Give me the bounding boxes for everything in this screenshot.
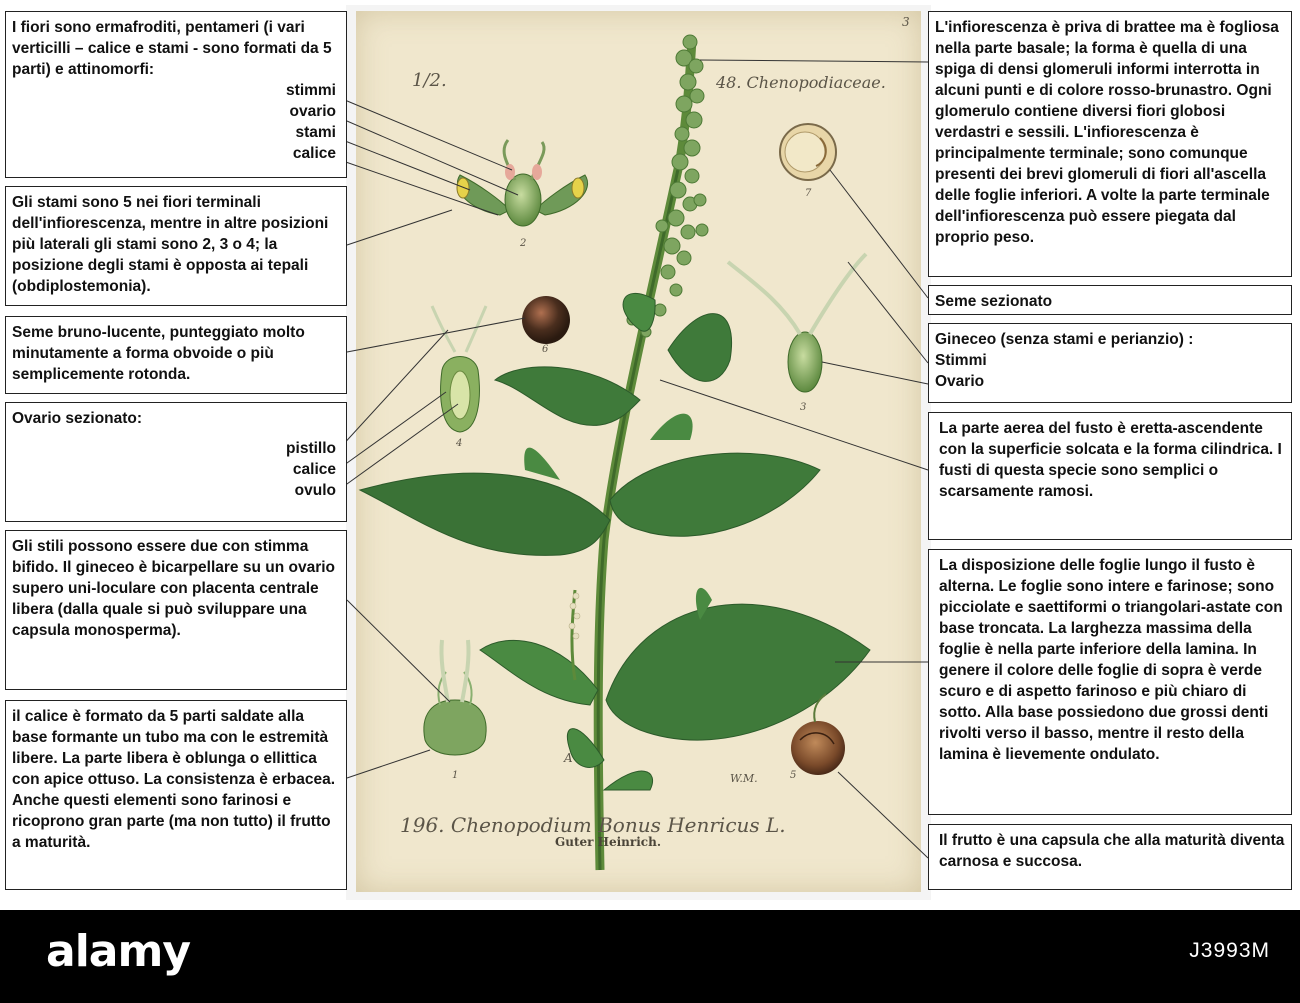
plate-ref-text: 1/2. (412, 70, 447, 91)
annotation-gynoecium-text: Gineceo (senza stami e perianzio) : (935, 331, 1194, 348)
watermark-bar (0, 910, 1300, 1003)
annotation-calyx-text: il calice è formato da 5 parti saldate alla base formante un tubo ma con le estremità libere. La parte libera è oblunga o ellittica con apice ottuso. La consistenza è erbacea. Anche questi elementi sono farinosi e ricoprono gran parte (ma non tutto) il frutto a maturità. (12, 708, 336, 851)
figure-1-calyx (424, 640, 486, 781)
label-stimmi: stimmi (286, 82, 336, 99)
annotation-seed-section-text: Seme sezionato (935, 293, 1053, 310)
label-ovario-right: Ovario (935, 373, 985, 390)
caption-latin: 196. Chenopodium Bonus Henricus L. (400, 813, 786, 837)
annotation-ovary-section-text: Ovario sezionato: (12, 410, 143, 427)
annotation-inflorescence (928, 11, 1292, 277)
family-text: 48. Chenopodiaceae. (716, 73, 886, 92)
label-pistillo: pistillo (286, 440, 336, 457)
annotation-stamens (5, 186, 347, 306)
watermark-image-id: J3993M (1189, 939, 1270, 962)
watermark-logo: alamy (46, 926, 190, 977)
annotation-styles (5, 530, 347, 690)
figure-number-3: 3 (800, 402, 807, 413)
label-stami: stami (295, 124, 336, 141)
annotation-leaves (928, 549, 1292, 815)
annotation-leaves-text: La disposizione delle foglie lungo il fusto è alterna. Le foglie sono intere e farinose; sono picciolate e saettiformi o triangolari-astate con base troncata. La larghezza massima della foglie è nella parte inferiore della lamina. In genere il colore delle foglie di sopra è verde scuro e di aspetto farinoso e più chiaro di sotto. Alla base possiedono due grossi denti rivolti verso il basso, mentre il resto della lamina è lievemente ondulato. (939, 557, 1283, 763)
annotation-calyx (5, 700, 347, 890)
figure-2-flower (457, 140, 588, 249)
figure-number-5: 5 (790, 770, 797, 781)
annotation-seed-text: Seme bruno-lucente, punteggiato molto minutamente a forma obvoide o più semplicemente rotonda. (12, 324, 305, 383)
annotation-ovary-section (5, 402, 347, 522)
annotation-gynoecium (928, 323, 1292, 403)
page-number: 3 (902, 15, 910, 29)
artist-initials: W.M. (730, 772, 758, 785)
figure-number-7: 7 (805, 188, 812, 199)
figure-6-seed (522, 296, 570, 355)
label-stimmi-right: Stimmi (935, 352, 987, 369)
figure-number-6: 6 (542, 344, 549, 355)
figure-7-seed-section (780, 124, 836, 199)
annotation-stem (928, 412, 1292, 540)
annotation-styles-text: Gli stili possono essere due con stimma bifido. Il gineceo è bicarpellare su un ovario supero uni-loculare con placenta centrale libera (dalla quale si può sviluppare una capsula monosperma). (12, 538, 335, 639)
figure-label-a: A (564, 751, 573, 765)
figure-number-1: 1 (452, 770, 459, 781)
annotation-flowers (5, 11, 347, 178)
annotation-seed (5, 316, 347, 394)
label-ovulo: ovulo (294, 482, 336, 499)
label-calice: calice (292, 145, 336, 162)
annotation-inflorescence-text: L'infiorescenza è priva di brattee ma è fogliosa nella parte basale; la forma è quella di una spiga di densi glomeruli informi interrotta in alcuni punti e di colore rosso-brunastro. Ogni glomerulo contiene diversi fiori globosi verdastri e sessili. L'infiorescenza è principalmente terminale; sono comunque presenti dei brevi glomeruli di fiori all'ascella delle foglie inferiori. A volte la parte terminale dell'infiorescenza può essere piegata dal proprio peso. (935, 19, 1279, 246)
annotation-stamens-text: Gli stami sono 5 nei fiori terminali dell'infiorescenza, mentre in altre posizioni più laterali gli stami sono 2, 3 o 4; la posizione degli stami è opposta ai tepali (obdiplostemonia). (12, 194, 329, 295)
annotation-stem-text: La parte aerea del fusto è eretta-ascendente con la superficie solcata e la forma cilindrica. I fusti di questa specie sono semplici o scarsamente ramosi. (939, 420, 1282, 500)
figure-number-4: 4 (456, 438, 463, 449)
annotation-flowers-text: I fiori sono ermafroditi, pentameri (i vari verticilli – calice e stami - sono formati da 5 parti) e attinomorfi: (12, 19, 332, 78)
figure-3-gynoecium (728, 254, 866, 413)
label-ovario: ovario (289, 103, 336, 120)
label-calice-2: calice (292, 461, 336, 478)
annotation-seed-section (928, 285, 1292, 315)
caption-german: Guter Heinrich. (555, 835, 661, 849)
annotation-fruit (928, 824, 1292, 890)
figure-number-2: 2 (520, 238, 527, 249)
annotation-fruit-text: Il frutto è una capsula che alla maturità diventa carnosa e succosa. (939, 832, 1285, 870)
